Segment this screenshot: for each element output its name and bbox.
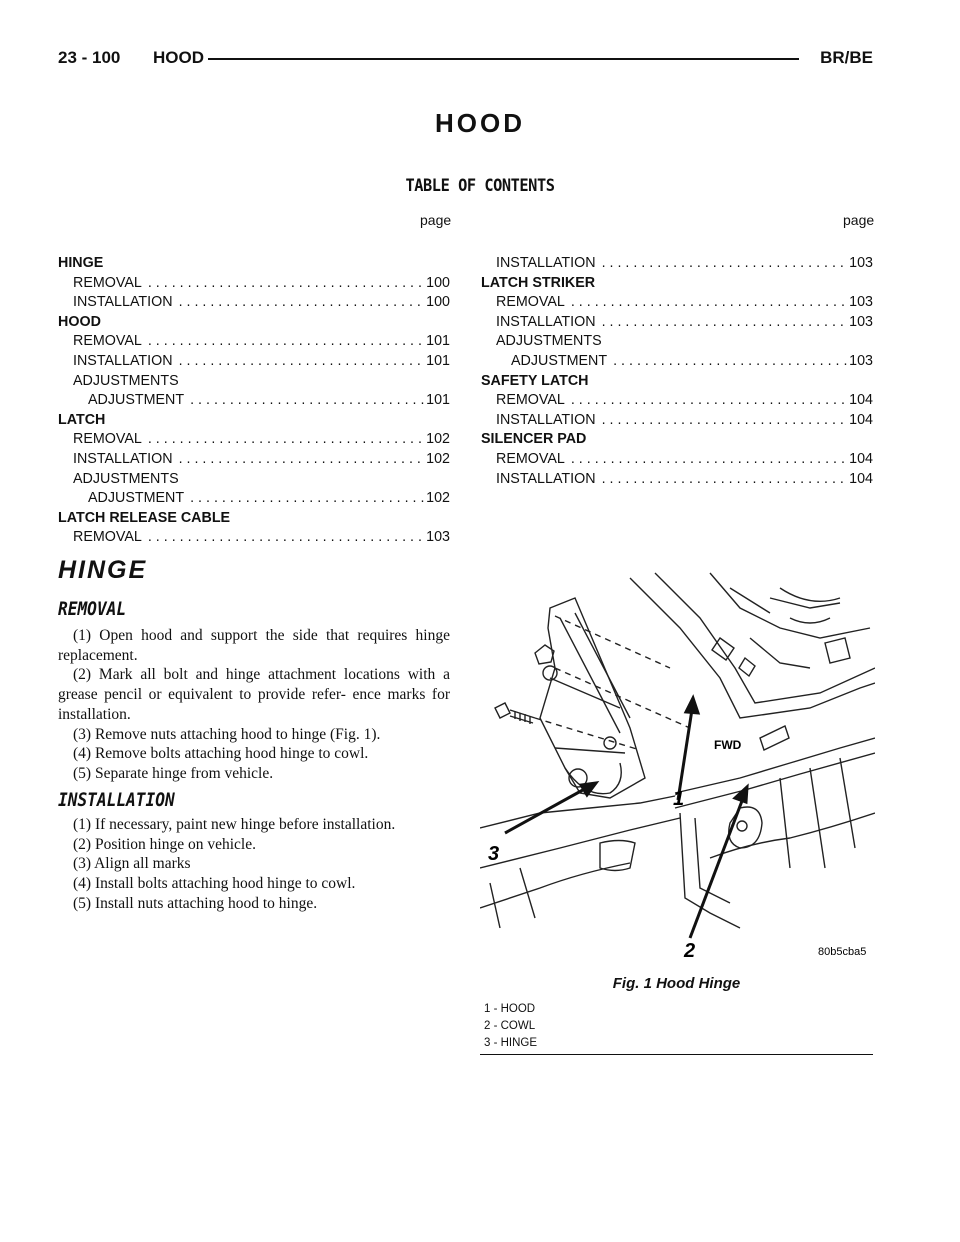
section-heading-hinge: HINGE bbox=[58, 556, 148, 584]
toc-entry bbox=[58, 332, 450, 352]
toc-entry bbox=[58, 391, 450, 411]
toc-leader-dots bbox=[179, 450, 425, 470]
legend-item: 1 - HOOD bbox=[484, 1003, 536, 1015]
toc-entry-page: 103 bbox=[849, 352, 873, 369]
toc-leader-dots bbox=[602, 411, 848, 431]
toc-left-column bbox=[58, 254, 450, 548]
toc-right-column bbox=[481, 254, 873, 489]
toc-entry bbox=[58, 274, 450, 294]
page-number: 23 - 100 bbox=[58, 48, 121, 67]
toc-entry bbox=[481, 254, 873, 274]
toc-title: TABLE OF CONTENTS bbox=[405, 176, 555, 196]
toc-entry-label: REMOVAL bbox=[73, 529, 142, 546]
toc-leader-dots bbox=[179, 293, 425, 313]
toc-entry-label: REMOVAL bbox=[73, 431, 142, 448]
toc-entry bbox=[58, 489, 450, 509]
toc-heading: SILENCER PAD bbox=[481, 431, 587, 448]
toc-entry-page: 102 bbox=[426, 431, 450, 448]
toc-page-label-right: page bbox=[843, 212, 875, 228]
toc-entry bbox=[58, 450, 450, 470]
procedure-step: (5) Separate hinge from vehicle. bbox=[73, 764, 274, 782]
toc-entry-label: INSTALLATION bbox=[73, 294, 173, 311]
toc-entry bbox=[481, 470, 873, 490]
toc-leader-dots bbox=[571, 450, 847, 470]
toc-entry-label: INSTALLATION bbox=[73, 450, 173, 467]
toc-heading: LATCH STRIKER bbox=[481, 274, 596, 291]
procedure-step: (1) Open hood and support the side that requires hinge replacement. bbox=[58, 627, 450, 664]
hood-hinge-illustration bbox=[480, 568, 875, 958]
procedure-step: (2) Mark all bolt and hinge attachment locations with a grease pencil or equivalent to provide refer- ence marks for installation. bbox=[58, 666, 450, 723]
toc-leader-dots bbox=[179, 352, 425, 372]
toc-entry-page: 104 bbox=[849, 392, 873, 409]
toc-leader-dots bbox=[148, 274, 424, 294]
toc-heading: HOOD bbox=[58, 313, 101, 330]
toc-entry bbox=[481, 313, 873, 333]
toc-entry-label: INSTALLATION bbox=[496, 255, 596, 271]
procedure-step: (2) Position hinge on vehicle. bbox=[73, 835, 256, 853]
toc-heading: LATCH RELEASE CABLE bbox=[58, 509, 231, 526]
toc-entry-page: 103 bbox=[849, 313, 873, 330]
toc-entry-label: ADJUSTMENT bbox=[511, 352, 608, 369]
fwd-label: FWD bbox=[714, 738, 742, 752]
toc-entry-page: 101 bbox=[426, 392, 450, 409]
toc-entry bbox=[58, 352, 450, 372]
legend-item: 3 - HINGE bbox=[484, 1037, 538, 1049]
toc-entry-label: REMOVAL bbox=[73, 333, 142, 350]
header-section: HOOD bbox=[153, 48, 204, 67]
toc-subheading: ADJUSTMENTS bbox=[73, 470, 179, 487]
procedure-step: (5) Install nuts attaching hood to hinge. bbox=[73, 894, 318, 912]
procedure-step: (4) Install bolts attaching hood hinge to cowl. bbox=[73, 875, 356, 893]
toc-entry bbox=[58, 430, 450, 450]
toc-entry-label: INSTALLATION bbox=[496, 411, 596, 428]
toc-leader-dots bbox=[613, 352, 847, 372]
toc-entry-label: ADJUSTMENT bbox=[88, 392, 185, 409]
toc-entry-label: REMOVAL bbox=[496, 294, 565, 311]
callout-3: 3 bbox=[488, 843, 500, 865]
toc-page-label-left: page bbox=[420, 212, 452, 228]
toc-entry-page: 104 bbox=[849, 411, 873, 428]
subheading-installation: INSTALLATION bbox=[58, 789, 175, 811]
image-code: 80b5cba5 bbox=[818, 946, 867, 958]
toc-entry bbox=[481, 391, 873, 411]
legend-item: 2 - COWL bbox=[484, 1020, 536, 1032]
subheading-removal: REMOVAL bbox=[58, 598, 127, 620]
toc-entry bbox=[481, 411, 873, 431]
toc-entry-page: 100 bbox=[426, 274, 450, 291]
toc-entry bbox=[481, 352, 873, 372]
toc-entry-page: 101 bbox=[426, 333, 450, 350]
toc-leader-dots bbox=[602, 470, 848, 490]
toc-entry-page: 104 bbox=[849, 450, 873, 467]
toc-entry-page: 101 bbox=[426, 352, 450, 369]
toc-leader-dots bbox=[571, 391, 847, 411]
toc-leader-dots bbox=[148, 528, 424, 548]
toc-heading: LATCH bbox=[58, 411, 106, 428]
toc-entry-page: 103 bbox=[426, 529, 450, 546]
procedure-step: (3) Align all marks bbox=[73, 855, 191, 873]
page-title: HOOD bbox=[435, 108, 525, 138]
procedure-step: (1) If necessary, paint new hinge before installation. bbox=[73, 816, 396, 833]
toc-entry bbox=[481, 293, 873, 313]
callout-2: 2 bbox=[684, 940, 696, 958]
toc-entry bbox=[58, 293, 450, 313]
toc-entry-page: 103 bbox=[849, 294, 873, 311]
toc-leader-dots bbox=[190, 391, 424, 411]
figure-legend bbox=[484, 1001, 537, 1052]
page-header bbox=[58, 44, 873, 78]
toc-leader-dots bbox=[190, 489, 424, 509]
toc-leader-dots bbox=[148, 332, 424, 352]
toc-entry-page: 103 bbox=[849, 255, 873, 271]
toc-entry bbox=[58, 528, 450, 548]
removal-steps bbox=[58, 626, 450, 784]
toc-entry-label: ADJUSTMENT bbox=[88, 490, 185, 507]
figure-rule bbox=[480, 1054, 873, 1055]
toc-heading: HINGE bbox=[58, 255, 104, 271]
callout-1: 1 bbox=[673, 788, 685, 810]
toc-leader-dots bbox=[602, 313, 848, 333]
toc-entry-label: REMOVAL bbox=[496, 392, 565, 409]
toc-entry-label: INSTALLATION bbox=[73, 352, 173, 369]
toc-entry-label: REMOVAL bbox=[73, 274, 142, 291]
line-art bbox=[480, 573, 875, 928]
toc-entry-label: INSTALLATION bbox=[496, 313, 596, 330]
toc-subheading: ADJUSTMENTS bbox=[496, 333, 602, 350]
installation-steps bbox=[58, 815, 450, 914]
header-rule bbox=[208, 58, 799, 60]
procedure-step: (4) Remove bolts attaching hood hinge to cowl. bbox=[73, 745, 369, 763]
procedure-step: (3) Remove nuts attaching hood to hinge (Fig. 1). bbox=[73, 725, 381, 743]
toc-entry bbox=[481, 450, 873, 470]
toc-entry-page: 100 bbox=[426, 294, 450, 311]
toc-subheading: ADJUSTMENTS bbox=[73, 372, 179, 389]
toc-entry-label: INSTALLATION bbox=[496, 470, 596, 487]
toc-entry-page: 104 bbox=[849, 470, 873, 487]
model-code: BR/BE bbox=[820, 48, 873, 67]
toc-leader-dots bbox=[571, 293, 847, 313]
toc-entry-page: 102 bbox=[426, 490, 450, 507]
toc-heading: SAFETY LATCH bbox=[481, 372, 589, 389]
toc-leader-dots bbox=[148, 430, 424, 450]
toc-leader-dots bbox=[602, 254, 848, 274]
callout-arrows bbox=[505, 698, 747, 938]
figure-caption: Fig. 1 Hood Hinge bbox=[612, 975, 741, 992]
toc-entry-label: REMOVAL bbox=[496, 450, 565, 467]
toc-entry-page: 102 bbox=[426, 450, 450, 467]
